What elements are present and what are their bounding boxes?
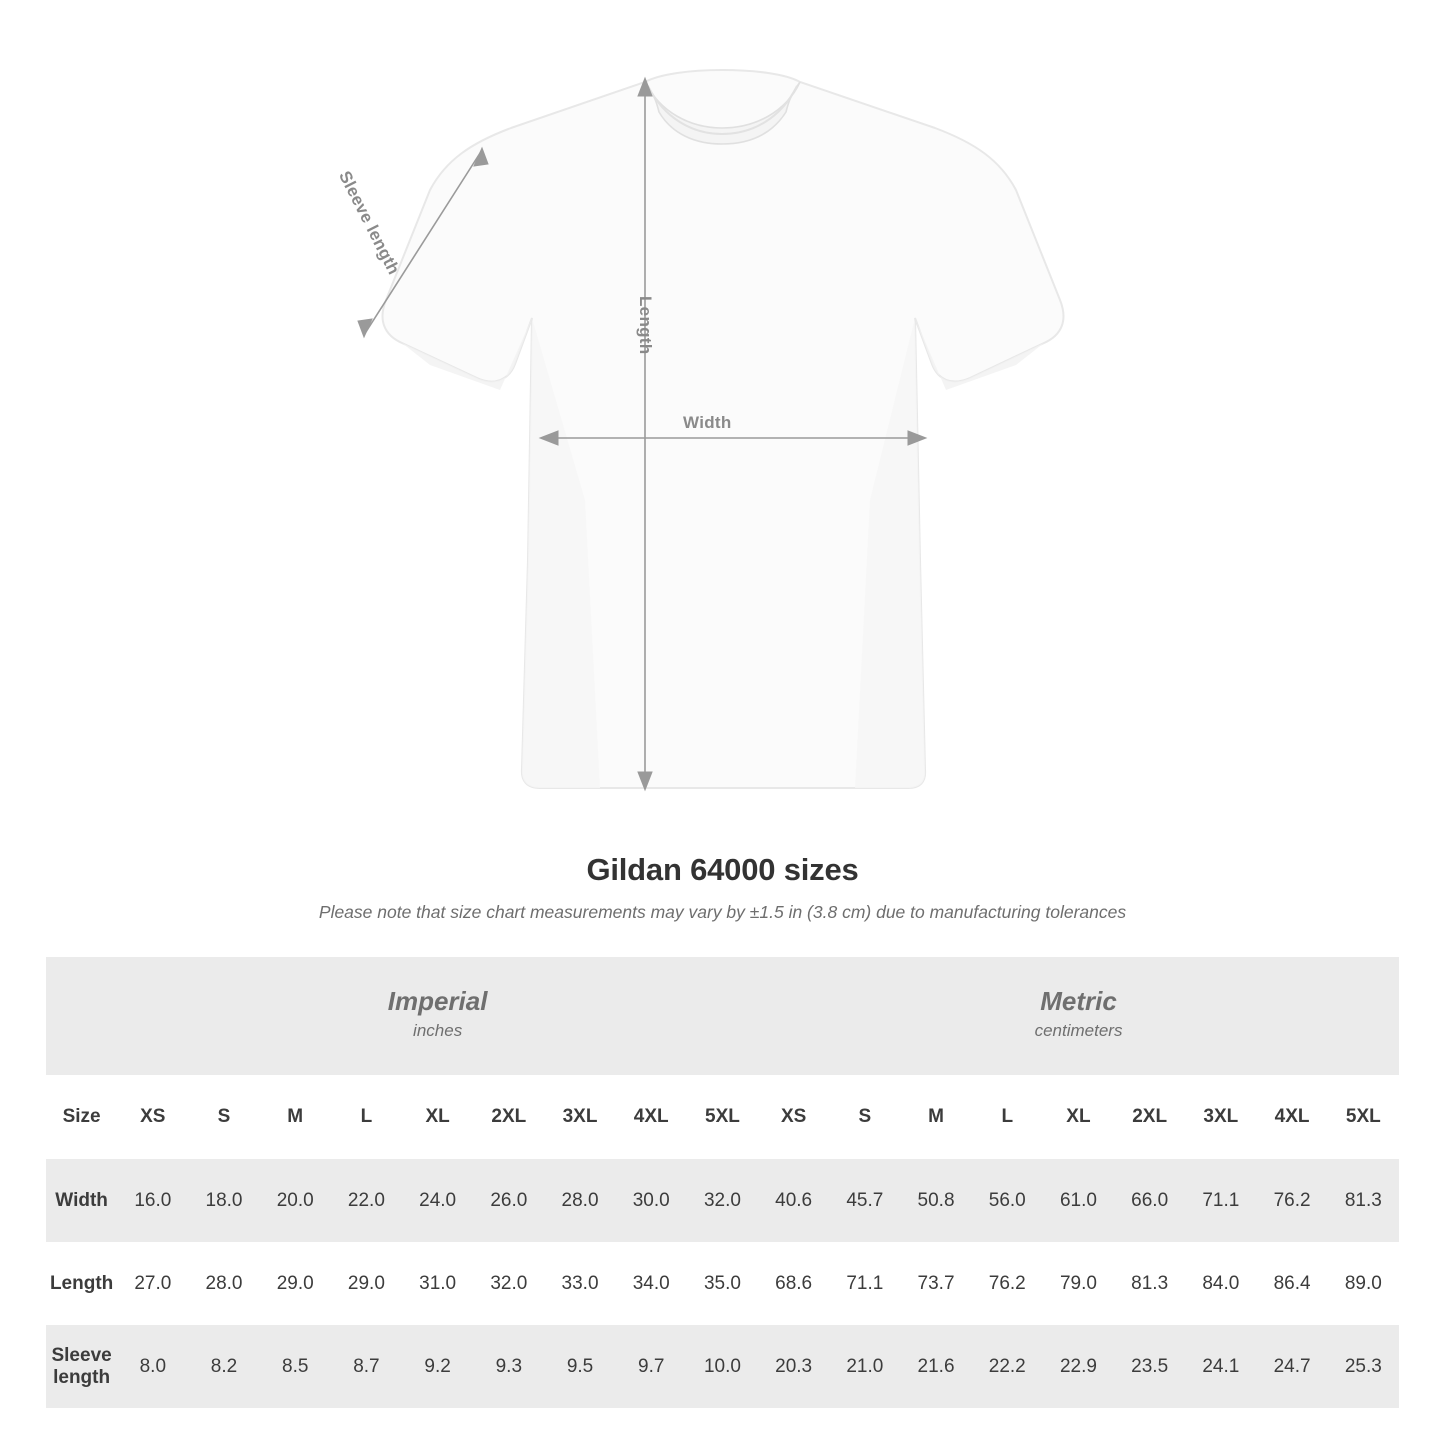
unit-metric-title: Metric [1040,985,1117,1016]
sleeve-imperial-5: 9.3 [473,1325,544,1408]
length-metric-0: 68.6 [758,1242,829,1325]
sleeve-imperial-2: 8.5 [260,1325,331,1408]
width-imperial-7: 30.0 [616,1159,687,1242]
row-label-length: Length [46,1242,117,1325]
table-row [46,1159,1399,1242]
sleeve-metric-0: 20.3 [758,1325,829,1408]
sleeve-metric-7: 24.7 [1256,1325,1327,1408]
size-col-15: 3XL [1185,1075,1256,1159]
table-row [46,1325,1399,1408]
length-metric-3: 76.2 [972,1242,1043,1325]
width-metric-6: 71.1 [1185,1159,1256,1242]
size-col-11: M [900,1075,971,1159]
width-metric-0: 40.6 [758,1159,829,1242]
width-imperial-8: 32.0 [687,1159,758,1242]
width-imperial-1: 18.0 [188,1159,259,1242]
width-metric-8: 81.3 [1328,1159,1399,1242]
length-metric-4: 79.0 [1043,1242,1114,1325]
size-col-14: 2XL [1114,1075,1185,1159]
size-col-1: S [188,1075,259,1159]
length-imperial-4: 31.0 [402,1242,473,1325]
length-metric-5: 81.3 [1114,1242,1185,1325]
length-label: Length [636,296,655,355]
unit-header-row [46,957,1399,1075]
size-col-5: 2XL [473,1075,544,1159]
width-imperial-6: 28.0 [544,1159,615,1242]
unit-header-spacer [46,957,117,1075]
row-label-sleeve-length: Sleeve length [46,1325,117,1408]
tolerance-note: Please note that size chart measurements may vary by ±1.5 in (3.8 cm) due to manufacturing tolerances [318,902,1127,922]
unit-imperial [117,957,758,1075]
sleeve-length-label: Sleeve length [335,168,404,278]
sleeve-imperial-3: 8.7 [331,1325,402,1408]
length-imperial-1: 28.0 [188,1242,259,1325]
sleeve-imperial-6: 9.5 [544,1325,615,1408]
size-col-0: XS [117,1075,188,1159]
size-header-label: Size [46,1075,117,1159]
length-imperial-3: 29.0 [331,1242,402,1325]
sleeve-imperial-0: 8.0 [117,1325,188,1408]
size-col-10: S [829,1075,900,1159]
width-imperial-0: 16.0 [117,1159,188,1242]
length-imperial-5: 32.0 [473,1242,544,1325]
page-title: Gildan 64000 sizes [586,852,859,887]
sleeve-metric-5: 23.5 [1114,1325,1185,1408]
size-col-16: 4XL [1256,1075,1327,1159]
width-metric-3: 56.0 [972,1159,1043,1242]
sleeve-imperial-4: 9.2 [402,1325,473,1408]
width-metric-1: 45.7 [829,1159,900,1242]
length-metric-7: 86.4 [1256,1242,1327,1325]
length-imperial-2: 29.0 [260,1242,331,1325]
length-imperial-6: 33.0 [544,1242,615,1325]
length-metric-2: 73.7 [900,1242,971,1325]
size-col-7: 4XL [616,1075,687,1159]
row-label-width: Width [46,1159,117,1242]
sleeve-imperial-1: 8.2 [188,1325,259,1408]
size-col-13: XL [1043,1075,1114,1159]
unit-metric [758,957,1399,1075]
length-imperial-8: 35.0 [687,1242,758,1325]
size-col-17: 5XL [1328,1075,1399,1159]
sleeve-metric-2: 21.6 [900,1325,971,1408]
width-metric-4: 61.0 [1043,1159,1114,1242]
sleeve-metric-4: 22.9 [1043,1325,1114,1408]
size-col-12: L [972,1075,1043,1159]
sleeve-metric-1: 21.0 [829,1325,900,1408]
length-metric-8: 89.0 [1328,1242,1399,1325]
width-imperial-5: 26.0 [473,1159,544,1242]
size-chart-table-wrap [46,957,1399,1408]
unit-imperial-sub: inches [413,1020,463,1040]
table-row [46,1242,1399,1325]
width-metric-2: 50.8 [900,1159,971,1242]
unit-imperial-title: Imperial [387,985,488,1016]
length-imperial-7: 34.0 [616,1242,687,1325]
size-col-8: 5XL [687,1075,758,1159]
size-chart-table [46,957,1399,1408]
width-imperial-2: 20.0 [260,1159,331,1242]
sleeve-metric-3: 22.2 [972,1325,1043,1408]
width-metric-5: 66.0 [1114,1159,1185,1242]
length-metric-1: 71.1 [829,1242,900,1325]
length-imperial-0: 27.0 [117,1242,188,1325]
size-header-row [46,1075,1399,1159]
width-label: Width [683,413,732,432]
width-metric-7: 76.2 [1256,1159,1327,1242]
size-col-4: XL [402,1075,473,1159]
width-imperial-3: 22.0 [331,1159,402,1242]
size-col-2: M [260,1075,331,1159]
sleeve-metric-8: 25.3 [1328,1325,1399,1408]
sleeve-imperial-8: 10.0 [687,1325,758,1408]
size-col-6: 3XL [544,1075,615,1159]
sleeve-metric-6: 24.1 [1185,1325,1256,1408]
sleeve-imperial-7: 9.7 [616,1325,687,1408]
unit-metric-sub: centimeters [1034,1020,1123,1040]
width-imperial-4: 24.0 [402,1159,473,1242]
length-metric-6: 84.0 [1185,1242,1256,1325]
size-col-3: L [331,1075,402,1159]
size-col-9: XS [758,1075,829,1159]
